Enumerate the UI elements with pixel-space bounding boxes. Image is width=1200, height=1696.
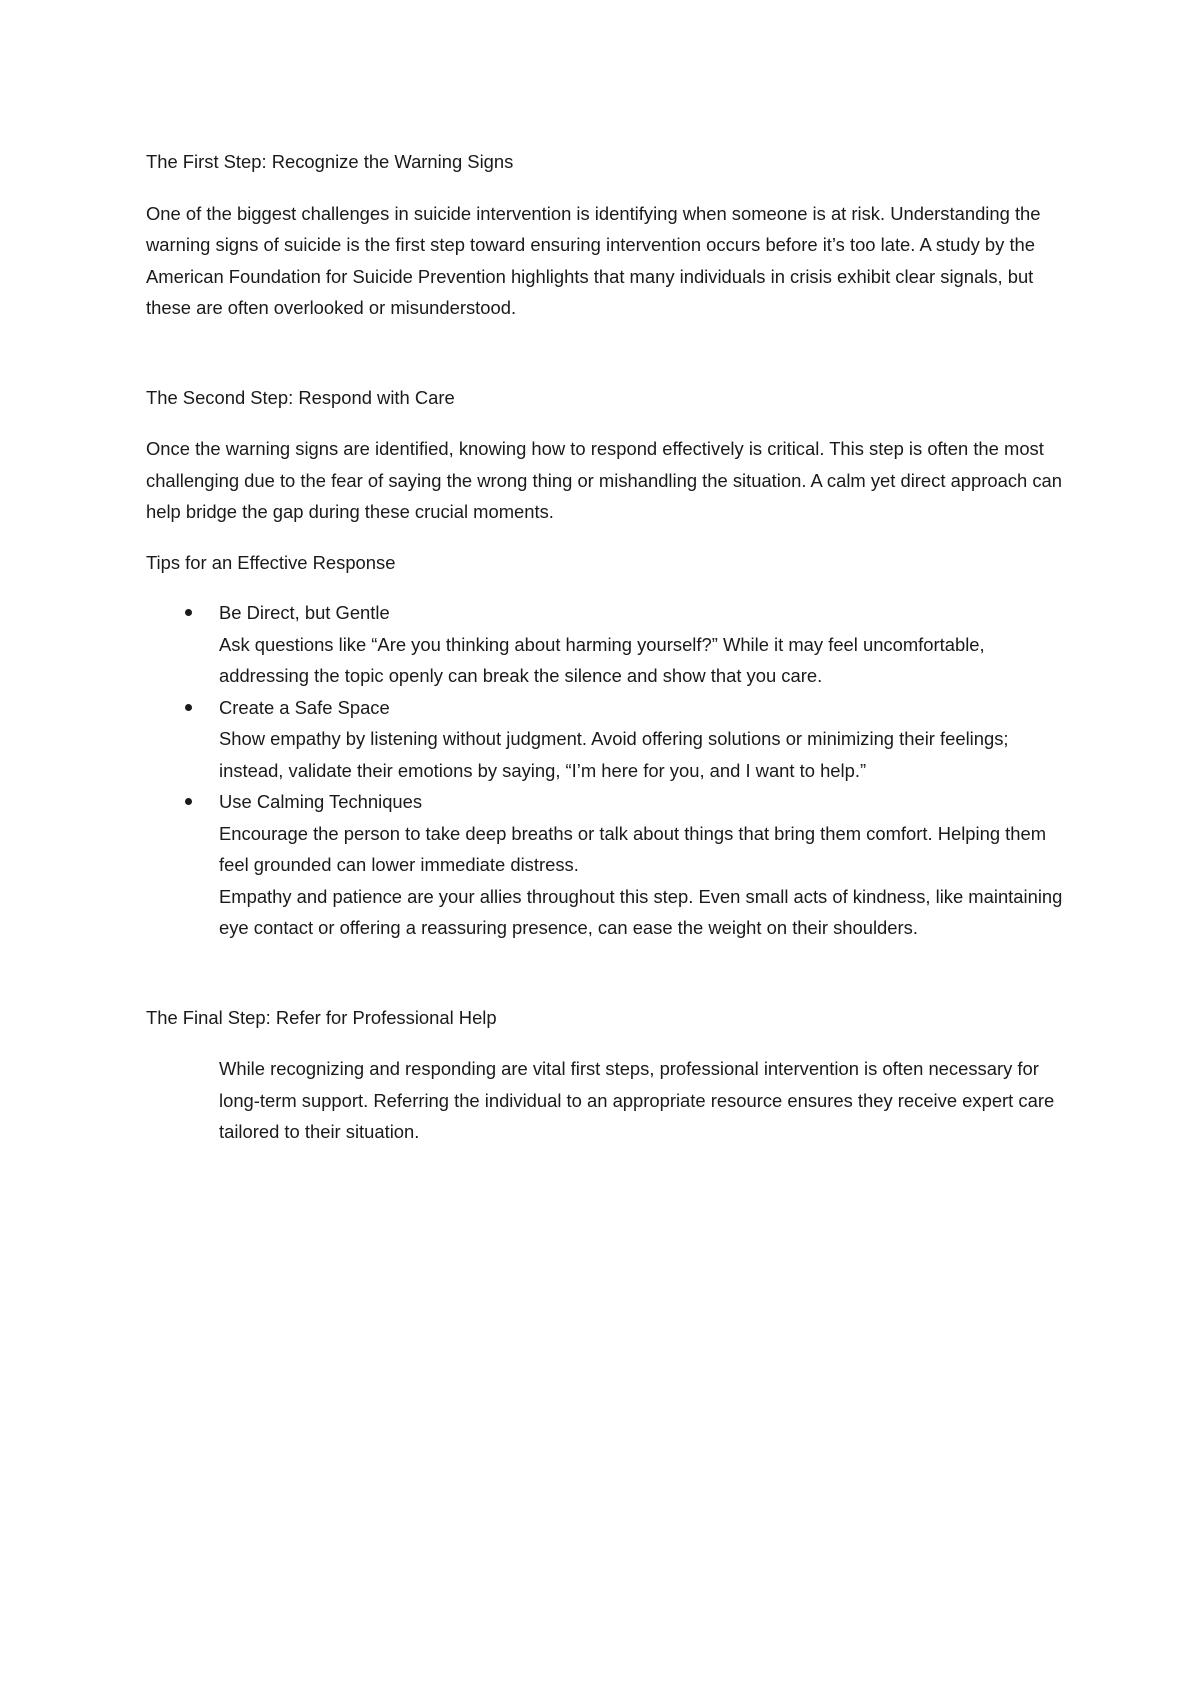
section-body-final-step: While recognizing and responding are vital first steps, professional intervention is often necessary for long-term support. Referring the individual to an appropriate resource ensures they receive expert care tailored to their situation. <box>219 1058 1055 1142</box>
tip-title: Be Direct, but Gentle <box>219 602 390 623</box>
tip-item-safe-space <box>146 692 1066 787</box>
section-heading-final-step: The Final Step: Refer for Professional Help <box>146 1006 497 1028</box>
section-heading-first-step: The First Step: Recognize the Warning Signs <box>146 151 514 172</box>
bullet-icon <box>185 704 192 711</box>
document-page <box>146 146 1066 1148</box>
tip-body: Show empathy by listening without judgment. Avoid offering solutions or minimizing their feelings; instead, validate their emotions by saying, “I’m here for you, and I want to help.” <box>219 728 1009 781</box>
tip-body: Encourage the person to take deep breaths or talk about things that bring them comfort. Helping them feel grounded can lower immediate distress. <box>219 822 1047 875</box>
tip-title: Use Calming Techniques <box>219 791 423 812</box>
tip-title: Create a Safe Space <box>219 696 390 718</box>
section-body-first-step: One of the biggest challenges in suicide intervention is identifying when someone is at risk. Understanding the warning signs of suicide is the first step toward ensuring intervention occurs before it’s too late. A study by the American Foundation for Suicide Prevention highlights that many individuals in crisis exhibit clear signals, but these are often overlooked or misunderstood. <box>146 202 1041 318</box>
tip-item-be-direct <box>146 597 1066 692</box>
bullet-icon <box>185 798 192 805</box>
tips-list <box>146 597 1066 944</box>
tips-heading: Tips for an Effective Response <box>146 551 396 573</box>
bullet-icon <box>185 609 192 616</box>
tip-extra-paragraph: Empathy and patience are your allies throughout this step. Even small acts of kindness, like maintaining eye contact or offering a reassuring presence, can ease the weight on their shoulders. <box>219 885 1063 938</box>
section-body-second-step: Once the warning signs are identified, knowing how to respond effectively is critical. This step is often the most challenging due to the fear of saying the wrong thing or mishandling the situation. A calm yet direct approach can help bridge the gap during these crucial moments. <box>146 438 1063 522</box>
tip-item-calming-techniques <box>146 786 1066 944</box>
section-heading-second-step: The Second Step: Respond with Care <box>146 386 455 408</box>
tip-body: Ask questions like “Are you thinking about harming yourself?” While it may feel uncomfortable, addressing the topic openly can break the silence and show that you care. <box>219 633 985 686</box>
